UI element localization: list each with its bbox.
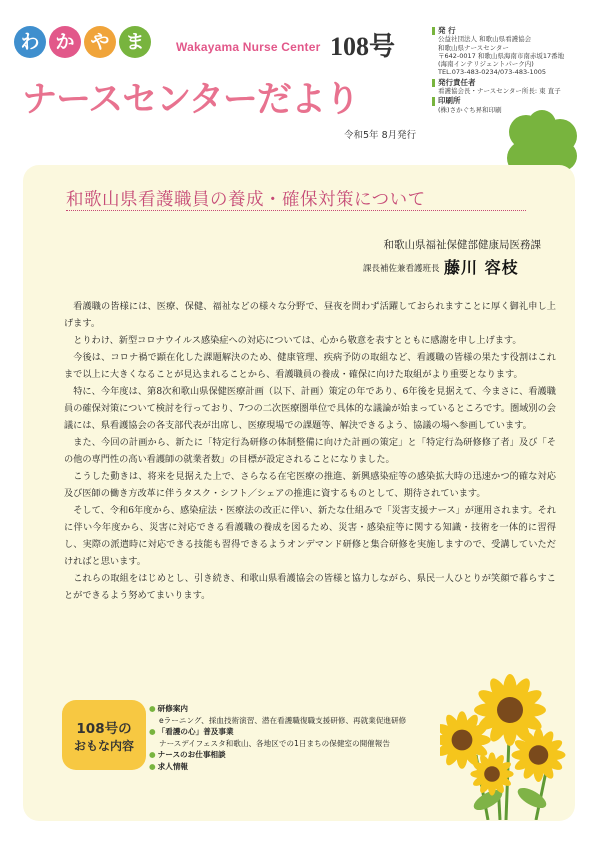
contents-item: ● 研修案内 (149, 704, 189, 713)
printer-line: (株)さかぐち昇和印刷 (438, 105, 502, 114)
contents-subitem: eラーニング、採血技術演習、潜在看護職復職支援研修、再就業促進研修 (159, 715, 407, 725)
contents-subitem: ナースデイフェスタ和歌山、各地区での1日まちの保健室の開催報告 (159, 738, 390, 748)
bullet-icon: ● (149, 704, 156, 713)
paragraph: 特に、今年度は、第8次和歌山県保健医療計画（以下、計画）策定の年であり、6年後を見据えて、今まさに、看護職員の確保対策について検討を行っており、7つの二次医療圏単位で具体的な議論が始まっているところです。圏域別の会議には、県看護協会の各支部代表が出席し、医療現場での課題等、解決できるよう、協議の場へ参画しています。 (64, 386, 556, 431)
title-divider (66, 210, 526, 211)
logo-kana (14, 26, 151, 66)
printer-heading: 印刷所 (432, 97, 582, 105)
contents-badge-line2: おもな内容 (73, 738, 134, 753)
publisher-line: 〒642-0017 和歌山県海南市南赤坂17番地 (438, 51, 565, 60)
bullet-icon: ● (149, 761, 156, 771)
contents-badge-line1: 108号の (76, 720, 132, 737)
author-department: 和歌山県福祉保健部健康局医務課 (383, 239, 541, 251)
responsible-line: 看護協会長・ナースセンター所長: 東 直子 (438, 87, 561, 96)
paragraph: 看護職の皆様には、医療、保健、福祉などの様々な分野で、昼夜を問わず活躍しておられますことに厚く御礼申し上げます。 (64, 301, 556, 329)
contents-item: ● 求人情報 (149, 761, 189, 771)
paragraph: とりわけ、新型コロナウイルス感染症への対応については、心から敬意を表すとともに感謝を申し上げます。 (73, 335, 522, 346)
responsible-heading: 発行責任者 (432, 79, 582, 87)
article-title: 和歌山県看護職員の養成・確保対策について (66, 190, 426, 210)
logo-kana-ka: か (49, 26, 81, 58)
issue-date: 令和5年 8月発行 (344, 130, 417, 141)
author-role: 課長補佐兼看護班長 (363, 264, 440, 274)
publisher-line: 和歌山県ナースセンター (438, 43, 509, 52)
paragraph: また、今回の計画から、新たに「特定行為研修の体制整備に向けた計画の策定」と「特定行為研修修了者」及び「その他の専門性の高い看護師の就業者数」の目標が設定されることになりました。 (64, 437, 556, 465)
bullet-icon: ● (149, 727, 156, 737)
author-name: 藤川 容枝 (444, 258, 519, 277)
contents-item: ● 「看護の心」普及事業 (149, 727, 234, 737)
publisher-line: (海南インテリジェントパーク内) (438, 60, 534, 69)
paragraph: こうした動きは、将来を見据えた上で、さらなる在宅医療の推進、新興感染症等の感染拡大時の迅速かつ的確な対応及び医師の働き方改革に伴うタスク・シフト／シェアの推進に資するものとして、期待されています。 (64, 471, 556, 499)
english-title: Wakayama Nurse Center (176, 40, 321, 54)
issue-number: 108号 (330, 32, 396, 61)
publisher-heading: 発 行 (432, 27, 582, 35)
contents-badge (62, 700, 146, 770)
paragraph: これらの取組をはじめとし、引き続き、和歌山県看護協会の皆様と協力しながら、県民一人ひとりが笑顔で暮らすことができるよう努めてまいります。 (64, 573, 556, 601)
publisher-line: TEL.073-483-0234/073-483-1005 (438, 68, 547, 77)
bullet-icon: ● (149, 750, 156, 760)
contents-list (149, 703, 439, 773)
logo-kana-wa: わ (14, 26, 46, 58)
logo-kana-ma: ま (119, 26, 151, 58)
article-body (64, 298, 556, 604)
sunflower-illustration (440, 650, 580, 820)
publisher-line: 公益社団法人 和歌山県看護協会 (438, 35, 532, 44)
paragraph: 今後は、コロナ禍で顕在化した課題解決のため、健康管理、疾病予防の取組など、看護職の皆様の果たす役割はこれまで以上に大きくなることが見込まれることから、看護職員の養成・確保に向けた取組がより重要となります。 (64, 352, 556, 380)
contents-item: ● ナースのお仕事相談 (149, 750, 226, 760)
logo-kana-ya: や (84, 26, 116, 58)
colophon (432, 25, 582, 114)
paragraph: そして、令和6年度から、感染症法・医療法の改正に伴い、新たな仕組みで「災害支援ナース」が運用されます。それに伴い今年度から、災害に対応できる看護職の養成を図るため、災害・感染症等に関する知識・技術を一体的に習得し、実際の派遣時に対応できる技能も習得できるようオンデマンド研修と集合研修を実施しますので、受講していただければと思います。 (64, 505, 556, 567)
newsletter-title: ナースセンターだより (22, 80, 359, 120)
